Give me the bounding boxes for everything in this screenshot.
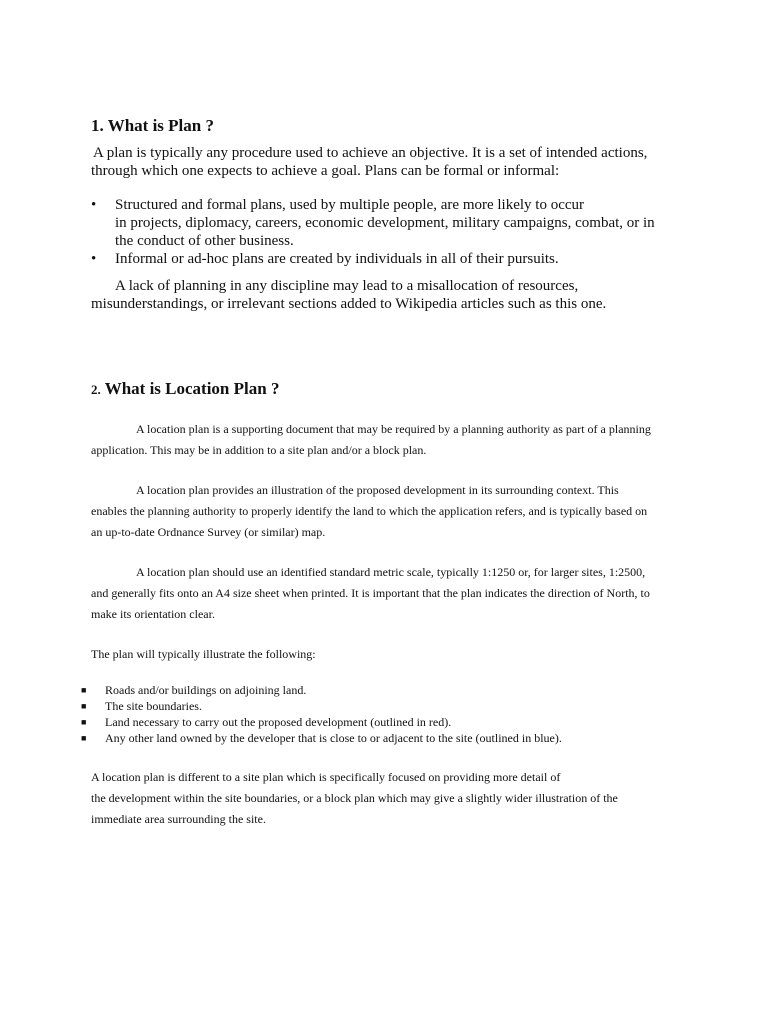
section-1-number: 1. [91, 116, 104, 135]
section-1-closing-line: A lack of planning in any discipline may lead to a misallocation of resources, [115, 278, 579, 294]
bullet-dot: • [91, 197, 97, 213]
list-item [91, 196, 711, 250]
paragraph-line: A location plan is a supporting document that may be required by a planning authority as part of a planning [136, 422, 651, 436]
location-paragraph-3 [91, 562, 711, 625]
paragraph-line: make its orientation clear. [91, 607, 215, 621]
paragraph-line: immediate area surrounding the site. [91, 812, 266, 826]
location-plan-features-list [81, 682, 562, 746]
list-item [81, 730, 562, 746]
section-1-intro-line: through which one expects to achieve a goal. Plans can be formal or informal: [91, 163, 560, 179]
section-1-title: What is Plan ? [107, 116, 214, 135]
list-item [91, 250, 711, 268]
paragraph-line: A location plan should use an identified standard metric scale, typically 1:1250 or, for larger sites, 1:2500, [136, 565, 646, 579]
list-item-text: The site boundaries. [105, 699, 202, 713]
paragraph-line: and generally fits onto an A4 size sheet when printed. It is important that the plan indicates the direction of North, to [91, 586, 650, 600]
paragraph-line: A location plan is different to a site plan which is specifically focused on providing more detail of [91, 770, 561, 784]
section-2-number: 2. [91, 382, 101, 397]
section-1-bullet-list [91, 196, 711, 268]
list-item-text: Any other land owned by the developer that is close to or adjacent to the site (outlined in blue). [105, 731, 562, 745]
paragraph-line: the development within the site boundaries, or a block plan which may give a slightly wider illustration of the [91, 791, 618, 805]
bullet-square: ■ [81, 733, 87, 743]
list-item-line: Informal or ad-hoc plans are created by individuals in all of their pursuits. [115, 251, 559, 267]
section-1-closing-line: misunderstandings, or irrelevant sections added to Wikipedia articles such as this one. [91, 296, 607, 312]
section-1-intro [91, 144, 711, 180]
list-intro: The plan will typically illustrate the following: [91, 647, 316, 661]
paragraph-line: an up-to-date Ordnance Survey (or similar) map. [91, 525, 326, 539]
list-item-line: in projects, diplomacy, careers, economic development, military campaigns, combat, or in [115, 215, 655, 231]
list-item [81, 682, 562, 698]
section-1-intro-line: A plan is typically any procedure used to achieve an objective. It is a set of intended actions, [93, 145, 648, 161]
bullet-square: ■ [81, 701, 87, 711]
section-2-title: What is Location Plan ? [104, 379, 280, 398]
list-item [81, 698, 562, 714]
list-item-line: Structured and formal plans, used by multiple people, are more likely to occur [115, 197, 585, 213]
location-closing-paragraph [91, 767, 711, 830]
list-item-line: the conduct of other business. [115, 233, 294, 249]
location-paragraph-2 [91, 480, 711, 543]
section-2-heading [91, 379, 279, 400]
paragraph-line: enables the planning authority to properly identify the land to which the application refers, and is typically based on [91, 504, 648, 518]
bullet-square: ■ [81, 685, 87, 695]
list-item-text: Roads and/or buildings on adjoining land. [105, 683, 307, 697]
section-1-heading [91, 116, 214, 136]
paragraph-line: A location plan provides an illustration of the proposed development in its surrounding context. This [136, 483, 619, 497]
section-1-closing [91, 277, 711, 313]
bullet-square: ■ [81, 717, 87, 727]
list-item [81, 714, 562, 730]
bullet-dot: • [91, 251, 97, 267]
list-item-text: Land necessary to carry out the proposed development (outlined in red). [105, 715, 452, 729]
paragraph-line: application. This may be in addition to a site plan and/or a block plan. [91, 443, 427, 457]
location-paragraph-1 [91, 419, 711, 461]
